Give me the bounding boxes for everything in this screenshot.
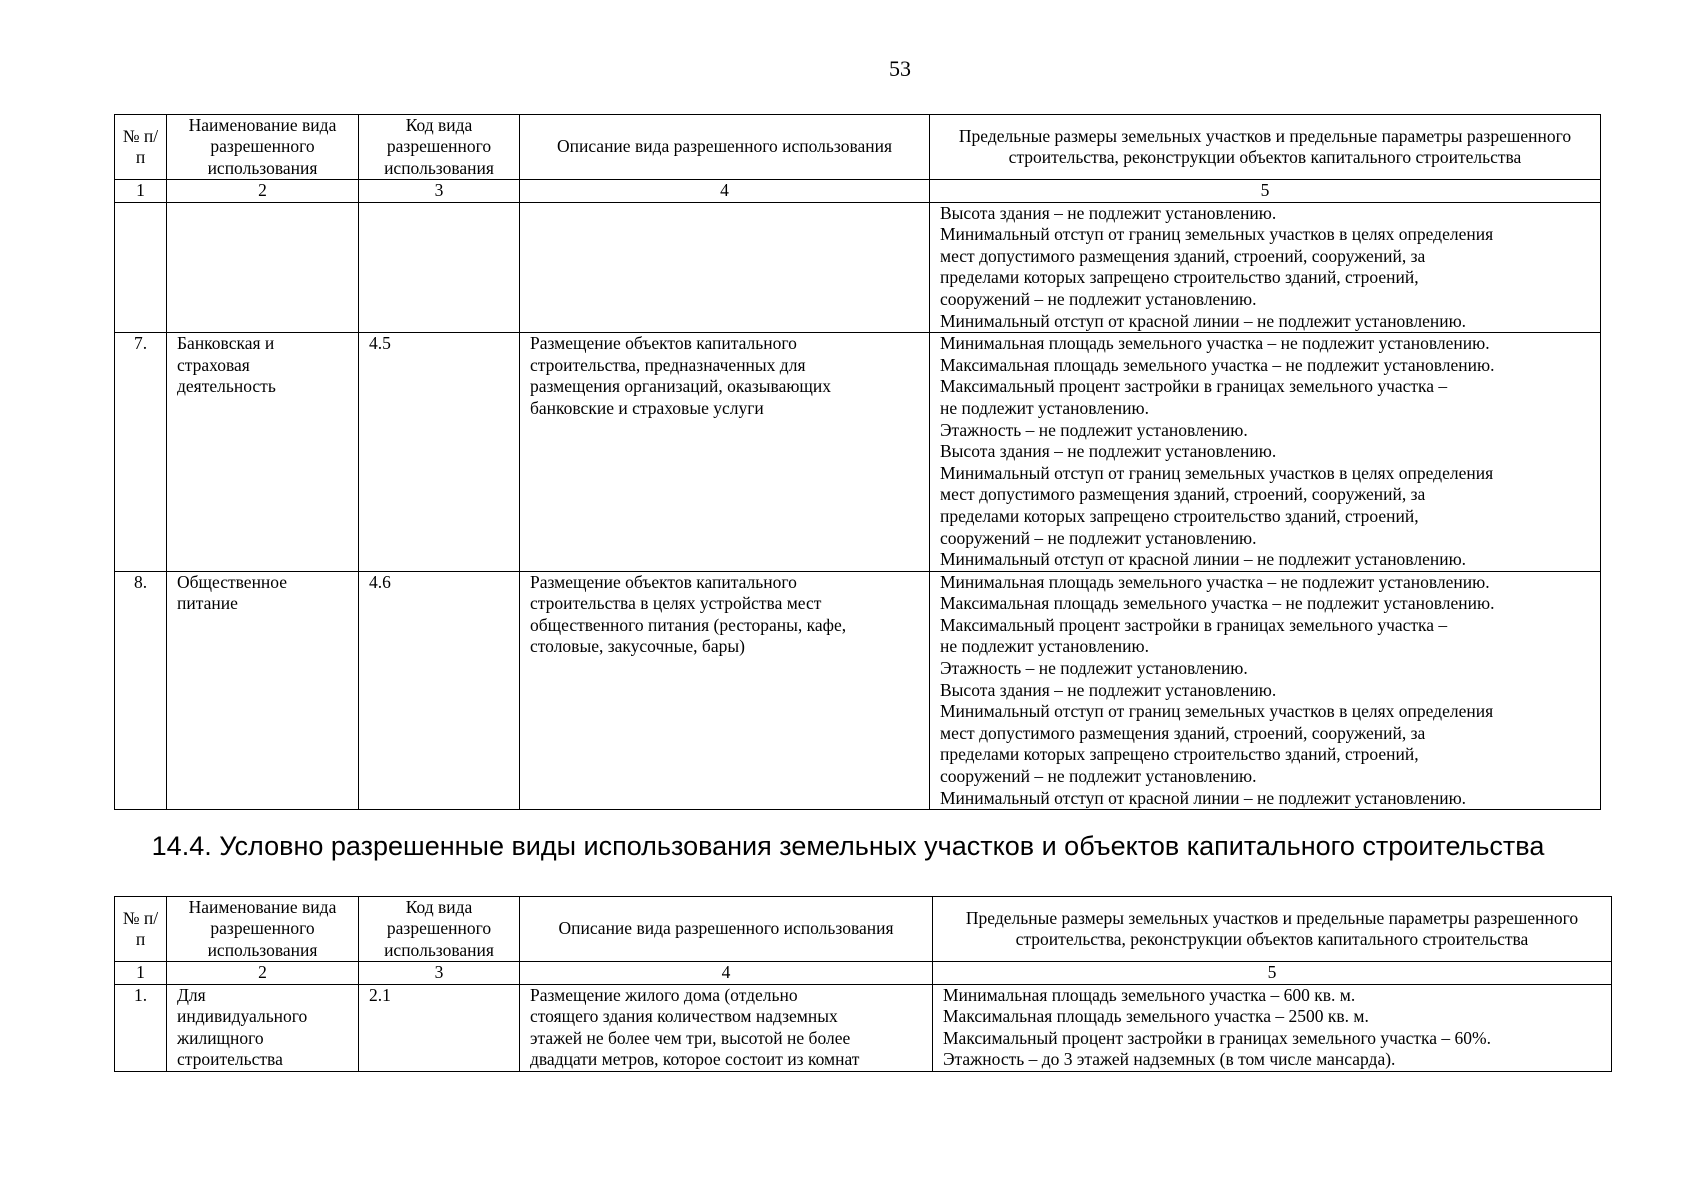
description-line: Размещение объектов капитального <box>530 333 797 354</box>
param-line: Минимальный отступ от границ земельных участков в целях определения <box>940 701 1494 722</box>
conditional-use-table <box>114 896 1612 1072</box>
use-name-line: индивидуального <box>177 1006 308 1027</box>
param-line: Максимальный процент застройки в границах земельного участка – <box>940 376 1448 397</box>
param-line: мест допустимого размещения зданий, строений, сооружений, за <box>940 722 1426 743</box>
param-line: сооружений – не подлежит установлению. <box>940 288 1257 309</box>
header-code: Код вида разрешенного использования <box>359 897 520 962</box>
column-number: 2 <box>167 962 359 985</box>
description-line: строительства в целях устройства мест <box>530 593 822 614</box>
table-header-row <box>115 115 1601 180</box>
page-number: 53 <box>889 56 911 81</box>
param-line: Минимальная площадь земельного участка – не подлежит установлению. <box>940 571 1490 592</box>
param-line: пределами которых запрещено строительство зданий, строений, <box>940 267 1419 288</box>
permitted-use-table <box>114 114 1601 810</box>
table-row <box>115 333 1601 572</box>
row-number: 7. <box>115 333 167 572</box>
param-line: Высота здания – не подлежит установлению. <box>940 202 1277 223</box>
row-number: 1. <box>115 984 167 1071</box>
description-line: Размещение объектов капитального <box>530 571 797 592</box>
use-name-line: Для <box>177 984 206 1005</box>
header-name: Наименование вида разрешенного использования <box>167 115 359 180</box>
param-line: Максимальный процент застройки в границах земельного участка – 60%. <box>943 1027 1492 1048</box>
section-heading: 14.4. Условно разрешенные виды использования земельных участков и объектов капитального строительства <box>151 831 1545 861</box>
header-description: Описание вида разрешенного использования <box>520 115 930 180</box>
param-line: пределами которых запрещено строительство зданий, строений, <box>940 744 1419 765</box>
header-description: Описание вида разрешенного использования <box>520 897 933 962</box>
param-line: мест допустимого размещения зданий, строений, сооружений, за <box>940 245 1426 266</box>
param-line: Этажность – до 3 этажей надземных (в том числе мансарда). <box>943 1049 1396 1070</box>
param-line: пределами которых запрещено строительство зданий, строений, <box>940 505 1419 526</box>
param-line: мест допустимого размещения зданий, строений, сооружений, за <box>940 484 1426 505</box>
param-line: Высота здания – не подлежит установлению. <box>940 679 1277 700</box>
param-line: сооружений – не подлежит установлению. <box>940 766 1257 787</box>
use-code: 4.5 <box>359 333 520 572</box>
table-row <box>115 202 1601 333</box>
description-line: размещения организаций, оказывающих <box>530 376 832 397</box>
column-number: 5 <box>933 962 1612 985</box>
param-line: сооружений – не подлежит установлению. <box>940 527 1257 548</box>
description-line: этажей не более чем три, высотой не более <box>530 1027 851 1048</box>
header-code: Код вида разрешенного использования <box>359 115 520 180</box>
column-number: 2 <box>167 180 359 203</box>
use-name-line: деятельность <box>177 376 276 397</box>
use-code: 2.1 <box>359 984 520 1071</box>
param-line: Этажность – не подлежит установлению. <box>940 658 1248 679</box>
column-number: 4 <box>520 962 933 985</box>
param-line: Минимальный отступ от красной линии – не подлежит установлению. <box>940 310 1467 331</box>
table-row <box>115 984 1612 1071</box>
description-line: банковские и страховые услуги <box>530 397 764 418</box>
column-number: 3 <box>359 962 520 985</box>
description-cell <box>520 571 930 810</box>
params-cell <box>933 984 1612 1071</box>
column-number-row <box>115 180 1601 203</box>
params-cell <box>930 571 1601 810</box>
param-line: не подлежит установлению. <box>940 397 1149 418</box>
description-line: столовые, закусочные, бары) <box>530 636 745 657</box>
description-line: Размещение жилого дома (отдельно <box>530 984 798 1005</box>
use-name-cell <box>167 333 359 572</box>
description-cell <box>520 333 930 572</box>
row-number: 8. <box>115 571 167 810</box>
param-line: Максимальная площадь земельного участка – не подлежит установлению. <box>940 354 1495 375</box>
description-line: общественного питания (рестораны, кафе, <box>530 614 847 635</box>
use-name-line: Банковская и <box>177 333 275 354</box>
use-name-line: Общественное <box>177 571 288 592</box>
table-header-row <box>115 897 1612 962</box>
column-number-row <box>115 962 1612 985</box>
param-line: не подлежит установлению. <box>940 636 1149 657</box>
header-name: Наименование вида разрешенного использования <box>167 897 359 962</box>
params-cell <box>930 333 1601 572</box>
use-name-cell <box>167 984 359 1071</box>
use-name-line: питание <box>177 593 238 614</box>
use-name-line: страховая <box>177 354 250 375</box>
param-line: Минимальная площадь земельного участка – 600 кв. м. <box>943 984 1356 1005</box>
header-number: № п/п <box>115 115 167 180</box>
param-line: Минимальный отступ от границ земельных участков в целях определения <box>940 224 1494 245</box>
use-code: 4.6 <box>359 571 520 810</box>
params-cell <box>930 202 1601 333</box>
header-params: Предельные размеры земельных участков и предельные параметры разрешенного строительства, реконструкции объектов капитального строительства <box>933 897 1612 962</box>
description-line: стоящего здания количеством надземных <box>530 1006 838 1027</box>
column-number: 1 <box>115 962 167 985</box>
param-line: Этажность – не подлежит установлению. <box>940 419 1248 440</box>
header-params: Предельные размеры земельных участков и предельные параметры разрешенного строительства, реконструкции объектов капитального строительства <box>930 115 1601 180</box>
description-line: строительства, предназначенных для <box>530 354 806 375</box>
param-line: Минимальный отступ от красной линии – не подлежит установлению. <box>940 549 1467 570</box>
column-number: 5 <box>930 180 1601 203</box>
param-line: Минимальная площадь земельного участка – не подлежит установлению. <box>940 333 1490 354</box>
param-line: Максимальная площадь земельного участка – не подлежит установлению. <box>940 593 1495 614</box>
table-row <box>115 571 1601 810</box>
column-number: 4 <box>520 180 930 203</box>
column-number: 1 <box>115 180 167 203</box>
param-line: Максимальный процент застройки в границах земельного участка – <box>940 614 1448 635</box>
param-line: Высота здания – не подлежит установлению. <box>940 441 1277 462</box>
param-line: Максимальная площадь земельного участка – 2500 кв. м. <box>943 1006 1369 1027</box>
param-line: Минимальный отступ от границ земельных участков в целях определения <box>940 462 1494 483</box>
description-cell <box>520 984 933 1071</box>
header-number: № п/п <box>115 897 167 962</box>
description-line: двадцати метров, которое состоит из комнат <box>530 1049 860 1070</box>
use-name-cell <box>167 571 359 810</box>
param-line: Минимальный отступ от красной линии – не подлежит установлению. <box>940 787 1467 808</box>
use-name-line: жилищного <box>177 1027 264 1048</box>
column-number: 3 <box>359 180 520 203</box>
use-name-line: строительства <box>177 1049 283 1070</box>
